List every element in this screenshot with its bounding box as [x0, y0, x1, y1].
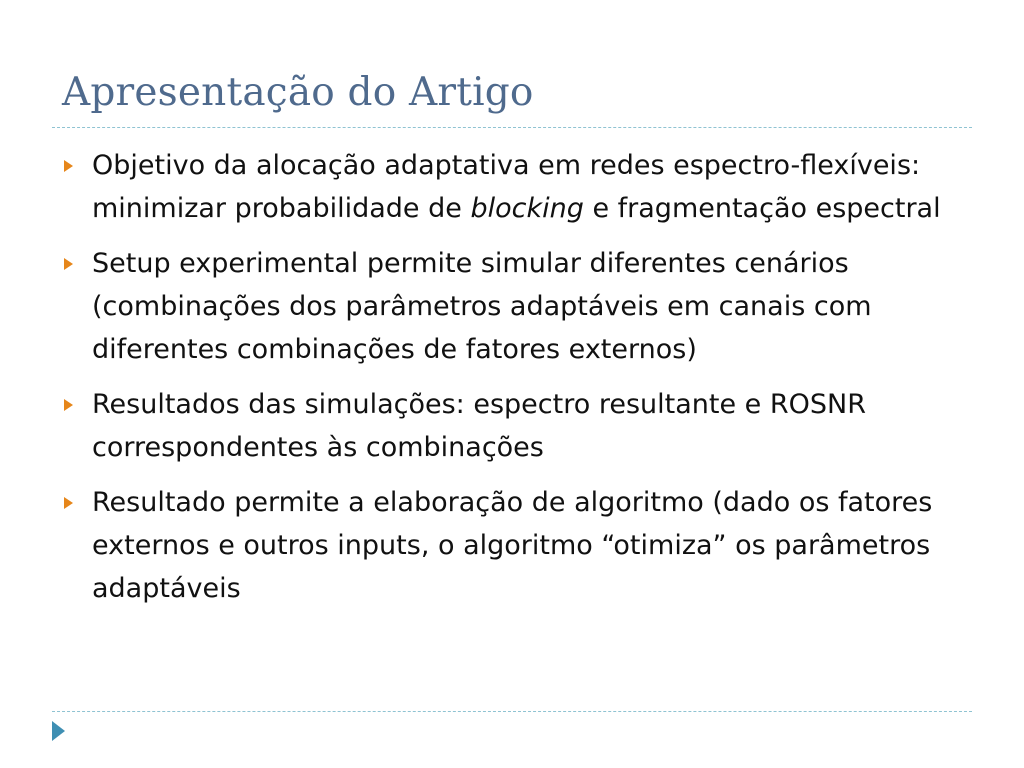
bullet-item [62, 144, 962, 230]
slide-title: Apresentação do Artigo [62, 70, 534, 115]
bullet-text: Resultados das simulações: espectro resultante e ROSNR correspondentes às combinações [92, 389, 866, 463]
bullet-item [62, 242, 962, 371]
bullet-item [62, 383, 962, 469]
bullet-text: Resultado permite a elaboração de algoritmo (dado os fatores externos e outros inputs, o algoritmo “otimiza” os parâmetros adaptáveis [92, 487, 933, 604]
footer-divider [52, 711, 972, 712]
triangle-bullet-icon [64, 258, 73, 270]
emphasis-text: blocking [470, 193, 584, 224]
title-divider [52, 127, 972, 128]
bullet-list [62, 144, 962, 622]
bullet-text: Setup experimental permite simular diferentes cenários (combinações dos parâmetros adaptáveis em canais com diferentes combinações de fatores externos) [92, 248, 872, 365]
triangle-bullet-icon [64, 399, 73, 411]
bullet-item [62, 481, 962, 610]
triangle-bullet-icon [64, 160, 73, 172]
bullet-text: Objetivo da alocação adaptativa em redes espectro-flexíveis: minimizar probabilidade de blocking e fragmentação espectral [92, 150, 941, 224]
triangle-bullet-icon [64, 497, 73, 509]
play-arrow-icon[interactable] [52, 721, 65, 741]
